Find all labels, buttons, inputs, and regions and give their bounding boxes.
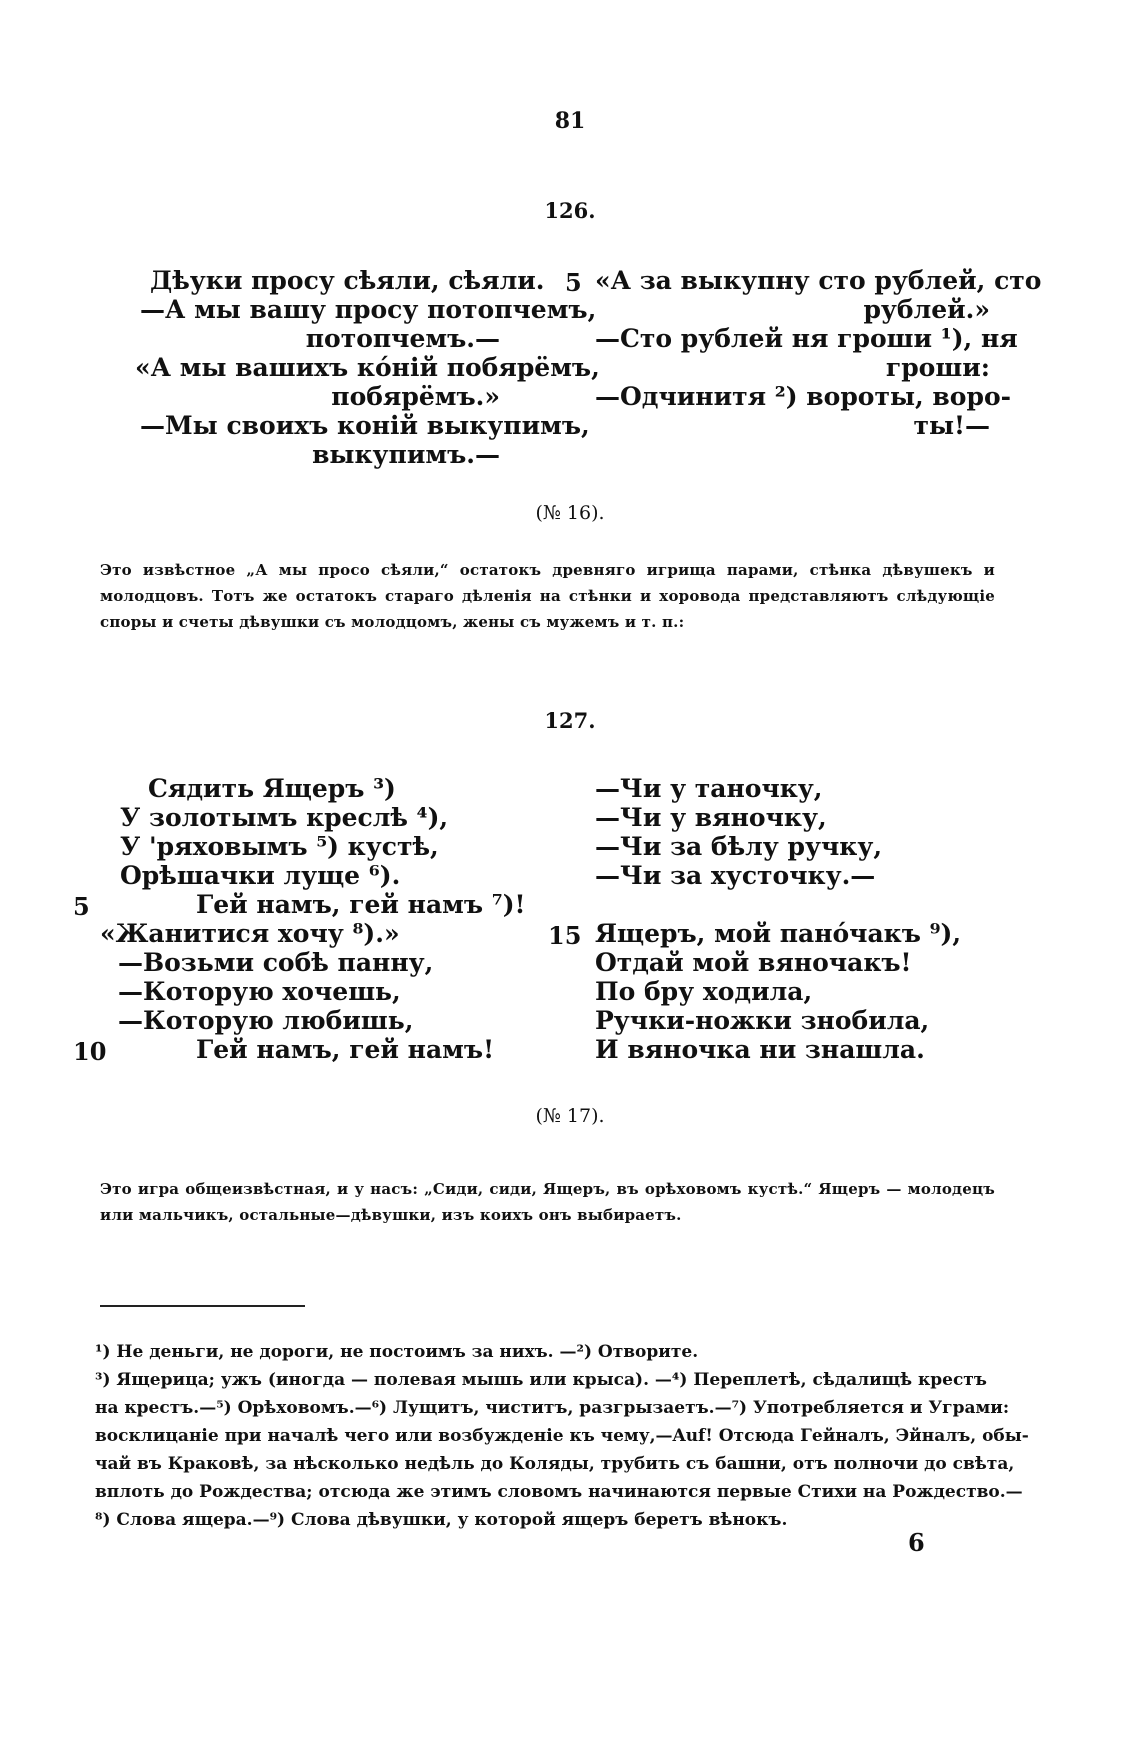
footnotes bbox=[95, 1338, 1029, 1534]
line-number: 5 bbox=[565, 268, 582, 297]
page-number: 81 bbox=[554, 108, 586, 134]
verse-line: гроши: bbox=[885, 353, 990, 382]
line-number: 15 bbox=[548, 921, 582, 950]
verse-line: По бру ходила, bbox=[595, 977, 813, 1006]
line-number: 5 bbox=[73, 892, 90, 921]
verse-line: —Возьми собѣ панну, bbox=[118, 948, 434, 977]
footnote-line: вплоть до Рождества; отсюда же этимъ словомъ начинаются первые Стихи на Рождество.— bbox=[95, 1482, 1023, 1502]
verse-line: —Чи за хусточку.— bbox=[595, 861, 876, 890]
footnote-line: на крестъ.—⁵) Орѣховомъ.—⁶) Лущитъ, чиститъ, разгрызаетъ.—⁷) Употребляется и Уграми: bbox=[95, 1398, 1010, 1418]
verse-line: —Сто рублей ня гроши ¹), ня bbox=[595, 324, 1018, 353]
verse-line: Орѣшачки луще ⁶). bbox=[120, 861, 401, 890]
verse-line: Ящеръ, мой панóчакъ ⁹), bbox=[595, 919, 962, 948]
verse-line: выкупимъ.— bbox=[312, 440, 500, 469]
verse-line: побярёмъ.» bbox=[331, 382, 500, 411]
verse-line: У 'ряховымъ ⁵) кустѣ, bbox=[120, 832, 439, 861]
song-126-left-column bbox=[135, 266, 600, 476]
verse-line: «А мы вашихъ кóній побярёмъ, bbox=[135, 353, 600, 382]
signature-mark: 6 bbox=[908, 1528, 925, 1557]
footnote-line: ¹) Не деньги, не дороги, не постоимъ за нихъ. —²) Отворите. bbox=[95, 1342, 699, 1362]
song-126-right-column bbox=[595, 266, 1042, 446]
verse-line: —Которую любишь, bbox=[118, 1006, 414, 1035]
verse-line: —Которую хочешь, bbox=[118, 977, 401, 1006]
verse-line: Дѣуки просу сѣяли, сѣяли. bbox=[150, 266, 545, 295]
footnote-line: ⁸) Слова ящера.—⁹) Слова дѣвушки, у которой ящеръ беретъ вѣнокъ. bbox=[95, 1510, 788, 1530]
song-127-commentary: Это игра общеизвѣстная, и у насъ: „Сиди, сиди, Ящеръ, въ орѣховомъ кустѣ.“ Ящеръ — молодецъ или мальчикъ, остальные—дѣвушки, изъ коихъ онъ выбираетъ. bbox=[100, 1180, 995, 1224]
footnote-line: ³) Ящерица; ужъ (иногда — полевая мышь или крыса). —⁴) Переплетѣ, сѣдалищѣ крестъ bbox=[95, 1370, 987, 1390]
verse-line: Гей намъ, гей намъ! bbox=[196, 1035, 495, 1064]
verse-line: Отдай мой вяночакъ! bbox=[595, 948, 912, 977]
verse-line: И вяночка ни знашла. bbox=[595, 1035, 925, 1064]
verse-line: Сядить Ящеръ ³) bbox=[148, 774, 396, 803]
song-126-reference: (№ 16). bbox=[535, 502, 605, 524]
song-127-number: 127. bbox=[544, 708, 596, 733]
verse-line: —Чи у таночку, bbox=[595, 774, 823, 803]
song-126-number: 126. bbox=[544, 198, 596, 223]
verse-line: «Жанитися хочу ⁸).» bbox=[100, 919, 400, 948]
footnote-divider bbox=[100, 1305, 305, 1307]
verse-line: —Чи у вяночку, bbox=[595, 803, 827, 832]
song-127-reference: (№ 17). bbox=[535, 1105, 605, 1127]
verse-line: «А за выкупну сто рублей, сто bbox=[595, 266, 1042, 295]
verse-line: рублей.» bbox=[863, 295, 990, 324]
verse-line: Ручки-ножки знобила, bbox=[595, 1006, 930, 1035]
verse-line: У золотымъ креслѣ ⁴), bbox=[120, 803, 449, 832]
footnote-line: чай въ Краковѣ, за нѣсколько недѣль до Коляды, трубить съ башни, отъ полночи до свѣта, bbox=[95, 1454, 1015, 1474]
verse-line: потопчемъ.— bbox=[305, 324, 500, 353]
verse-line: —А мы вашу просу потопчемъ, bbox=[140, 295, 597, 324]
verse-line: Гей намъ, гей намъ ⁷)! bbox=[196, 890, 526, 919]
song-126-commentary: Это извѣстное „А мы просо сѣяли,“ остатокъ древняго игрища парами, стѣнка дѣвушекъ и молодцовъ. Тотъ же остатокъ стараго дѣленія на стѣнки и хоровода представляютъ слѣдующіе споры и счеты дѣвушки съ молодцомъ, жены съ мужемъ и т. п.: bbox=[100, 561, 995, 631]
footnote-line: восклицаніе при началѣ чего или возбужденіе къ чему,—Auf! Отсюда Гейналъ, Эйналъ, обы- bbox=[95, 1426, 1029, 1446]
verse-line: —Одчинитя ²) вороты, воро- bbox=[595, 382, 1012, 411]
verse-line: —Чи за бѣлу ручку, bbox=[595, 832, 883, 861]
verse-line: ты!— bbox=[913, 411, 990, 440]
verse-line: —Мы своихъ коній выкупимъ, bbox=[140, 411, 590, 440]
line-number: 10 bbox=[73, 1037, 107, 1066]
